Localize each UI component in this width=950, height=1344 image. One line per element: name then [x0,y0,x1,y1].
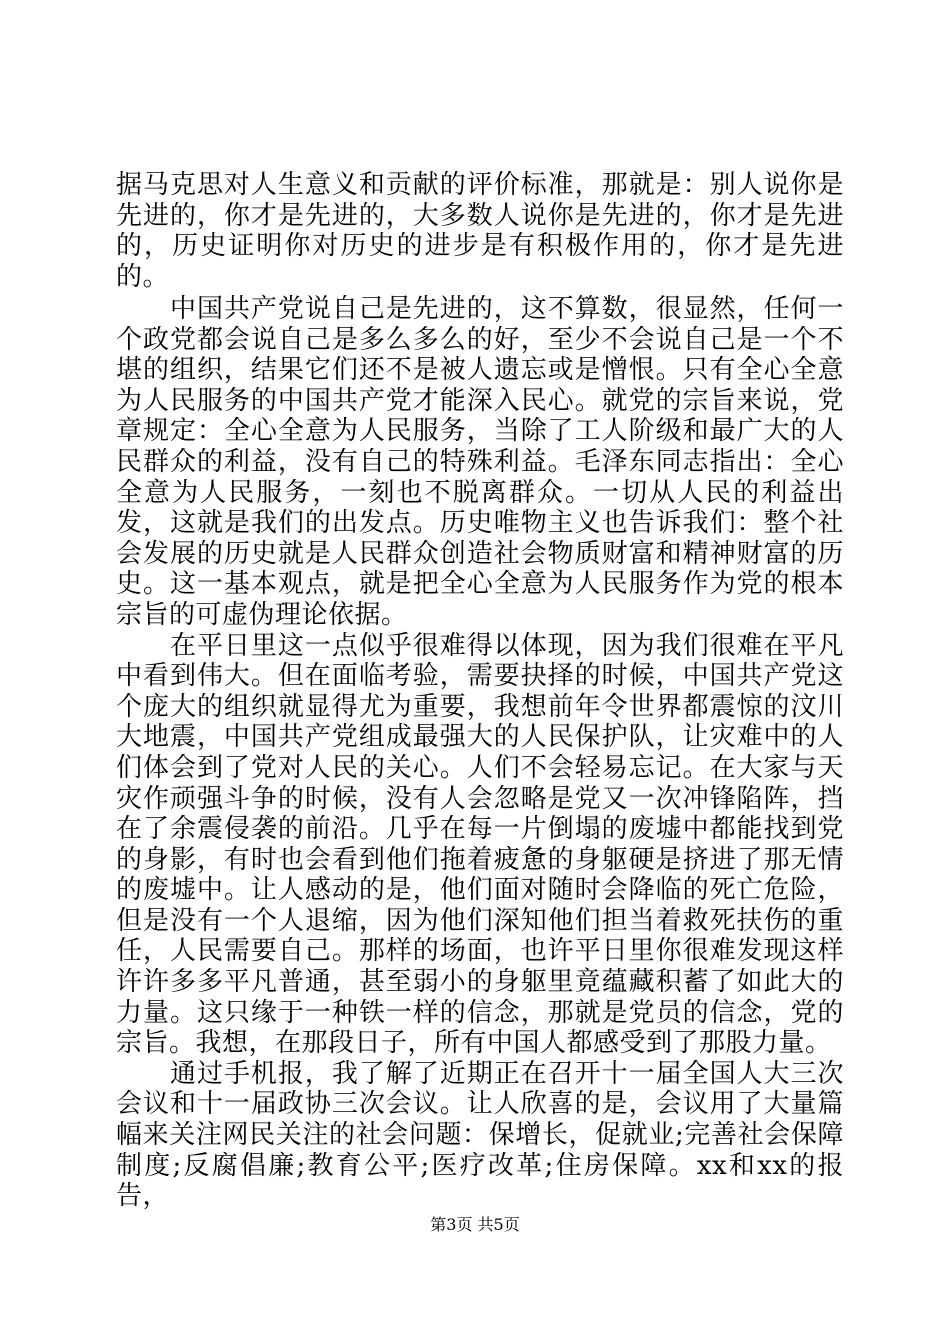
paragraph-earthquake: 在平日里这一点似乎很难得以体现，因为我们很难在平凡中看到伟大。但在面临考验，需要抉择的时候，中国共产党这个庞大的组织就显得尤为重要，我想前年令世界都震惊的汶川大地震，中国共产党组成最强大的人民保护队，让灾难中的人们体会到了党对人民的关心。人们不会轻易忘记。在大家与天灾作顽强斗争的时候，没有人会忽略是党又一次冲锋陷阵，挡在了余震侵袭的前沿。几乎在每一片倒塌的废墟中都能找到党的身影，有时也会看到他们拖着疲惫的身躯硬是挤进了那无情的废墟中。让人感动的是，他们面对随时会降临的死亡危险，但是没有一个人退缩，因为他们深知他们担当着救死扶伤的重任，人民需要自己。那样的场面，也许平日里你很难发现这样许许多多平凡普通，甚至弱小的身躯里竟蕴藏积蓄了如此大的力量。这只缘于一种铁一样的信念，那就是党员的信念，党的宗旨。我想，在那段日子，所有中国人都感受到了那股力量。 [116,630,844,1059]
intro-block [116,170,844,292]
body-block [116,294,844,1212]
paragraph-party-advanced: 中国共产党说自己是先进的，这不算数，很显然，任何一个政党都会说自己是多么多么的好，至少不会说自己是一个不堪的组织，结果它们还不是被人遗忘或是憎恨。只有全心全意为人民服务的中国共产党才能深入民心。就党的宗旨来说，党章规定：全心全意为人民服务，当除了工人阶级和最广大的人民群众的利益，没有自己的特殊利益。毛泽东同志指出：全心全意为人民服务，一刻也不脱离群众。一切从人民的利益出发，这就是我们的出发点。历史唯物主义也告诉我们：整个社会发展的历史就是人民群众创造社会物质财富和精神财富的历史。这一基本观点，就是把全心全意为人民服务作为党的根本宗旨的可虚伪理论依据。 [116,294,844,630]
intro-paragraph: 据马克思对人生意义和贡献的评价标准，那就是：别人说你是先进的，你才是先进的，大多数人说你是先进的，你才是先进的，历史证明你对历史的进步是有积极作用的，你才是先进的。 [116,170,844,292]
page-footer: 第3页 共5页 [430,1215,520,1234]
paragraph-npc-sessions: 通过手机报，我了解了近期正在召开十一届全国人大三次会议和十一届政协三次会议。让人欣喜的是，会议用了大量篇幅来关注网民关注的社会问题：保增长，促就业;完善社会保障制度;反腐倡廉;教育公平;医疗改革;住房保障。xx和xx的报告， [116,1058,844,1212]
